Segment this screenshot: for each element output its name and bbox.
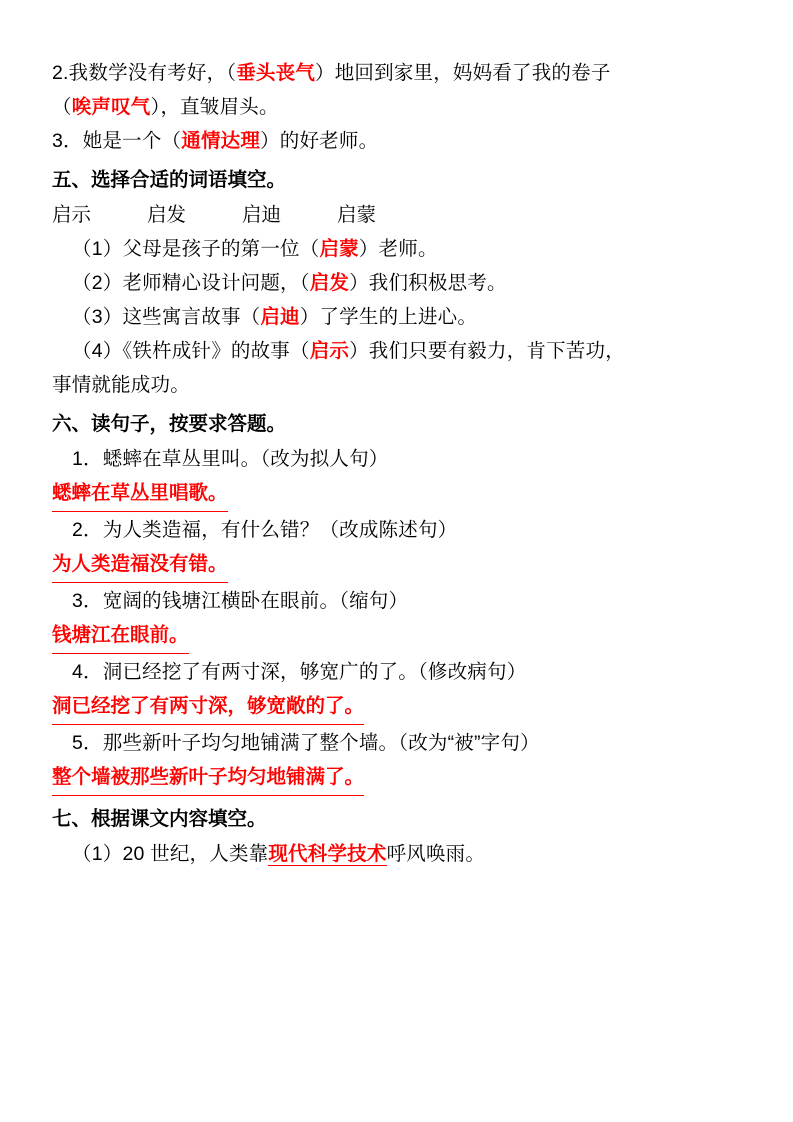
- section-five-item-1: [52, 232, 741, 266]
- item2-answer2: 唉声叹气: [71, 96, 151, 118]
- section-five-item-4: [52, 334, 741, 368]
- section-six-heading: 六、读句子，按要求答题。: [52, 413, 287, 435]
- section-six-question-2: 2．为人类造福，有什么错？（改成陈述句）: [72, 519, 458, 541]
- exercise4-item2-line1: [52, 56, 741, 90]
- exercise4-item3: [52, 124, 741, 158]
- item-suffix: ）我们只要有毅力，肯下苦功，: [349, 340, 625, 362]
- section-five-item-4-wrap: 事情就能成功。: [52, 374, 190, 396]
- section-six-answer-4-row: [52, 689, 741, 726]
- item-prefix: （4）《铁杵成针》的故事（: [72, 340, 310, 362]
- item2-prefix: 2.我数学没有考好，（: [52, 62, 237, 84]
- section-six-question-1: 1．蟋蟀在草丛里叫。（改为拟人句）: [72, 448, 389, 470]
- section-six-answer-5: 整个墙被那些新叶子均匀地铺满了。: [52, 760, 364, 796]
- item2-line2-suffix: ），直皱眉头。: [150, 96, 279, 118]
- item-suffix: ）我们积极思考。: [349, 272, 507, 294]
- item-suffix: 呼风唤雨。: [386, 843, 486, 865]
- word-bank-item-3: 启蒙: [337, 204, 377, 226]
- item-prefix: （1）20 世纪，人类靠: [72, 843, 269, 865]
- item2-line2-prefix: （: [52, 96, 72, 118]
- section-six-answer-3-row: [52, 618, 741, 655]
- item-prefix: （2）老师精心设计问题，（: [72, 272, 310, 294]
- item-answer: 启迪: [260, 306, 300, 328]
- item-answer: 启蒙: [319, 238, 359, 260]
- item-prefix: （3）这些寓言故事（: [72, 306, 261, 328]
- item-prefix: （1）父母是孩子的第一位（: [72, 238, 320, 260]
- item-suffix: ）了学生的上进心。: [299, 306, 478, 328]
- item-answer: 启示: [309, 340, 350, 362]
- item2-answer1: 垂头丧气: [236, 62, 316, 84]
- item-answer: 启发: [309, 272, 350, 294]
- section-five-item-3: [52, 300, 741, 334]
- section-seven-item-1: [52, 837, 741, 871]
- section-six-question-5: 5．那些新叶子均匀地铺满了整个墙。（改为“被”字句）: [72, 732, 540, 754]
- section-six-answer-5-row: [52, 760, 741, 797]
- item3-suffix: ）的好老师。: [260, 130, 379, 152]
- item2-mid: ）地回到家里，妈妈看了我的卷子: [315, 62, 611, 84]
- section-five-item-2: [52, 266, 741, 300]
- exercise4-item2-line2: [52, 90, 741, 124]
- section-five-heading: 五、选择合适的词语填空。: [52, 169, 287, 191]
- section-six-answer-3: 钱塘江在眼前。: [52, 618, 189, 654]
- section-six-answer-1: 蟋蟀在草丛里唱歌。: [52, 476, 228, 512]
- section-six-answer-2-row: [52, 547, 741, 584]
- item3-answer: 通情达理: [181, 130, 261, 152]
- section-six-answer-4: 洞已经挖了有两寸深，够宽敞的了。: [52, 689, 364, 725]
- section-five-word-bank: [52, 198, 741, 232]
- section-six-answer-2: 为人类造福没有错。: [52, 547, 228, 583]
- word-bank-item-2: 启迪: [242, 204, 282, 226]
- item-answer: 现代科学技术: [268, 843, 387, 865]
- section-six-question-3: 3．宽阔的钱塘江横卧在眼前。（缩句）: [72, 590, 409, 612]
- item3-prefix: 3．她是一个（: [52, 130, 182, 152]
- section-six-question-4: 4．洞已经挖了有两寸深，够宽广的了。（修改病句）: [72, 661, 527, 683]
- section-six-answer-1-row: [52, 476, 741, 513]
- word-bank-item-0: 启示: [52, 204, 92, 226]
- section-seven-heading: 七、根据课文内容填空。: [52, 808, 267, 830]
- word-bank-item-1: 启发: [147, 204, 187, 226]
- item-suffix: ）老师。: [358, 238, 438, 260]
